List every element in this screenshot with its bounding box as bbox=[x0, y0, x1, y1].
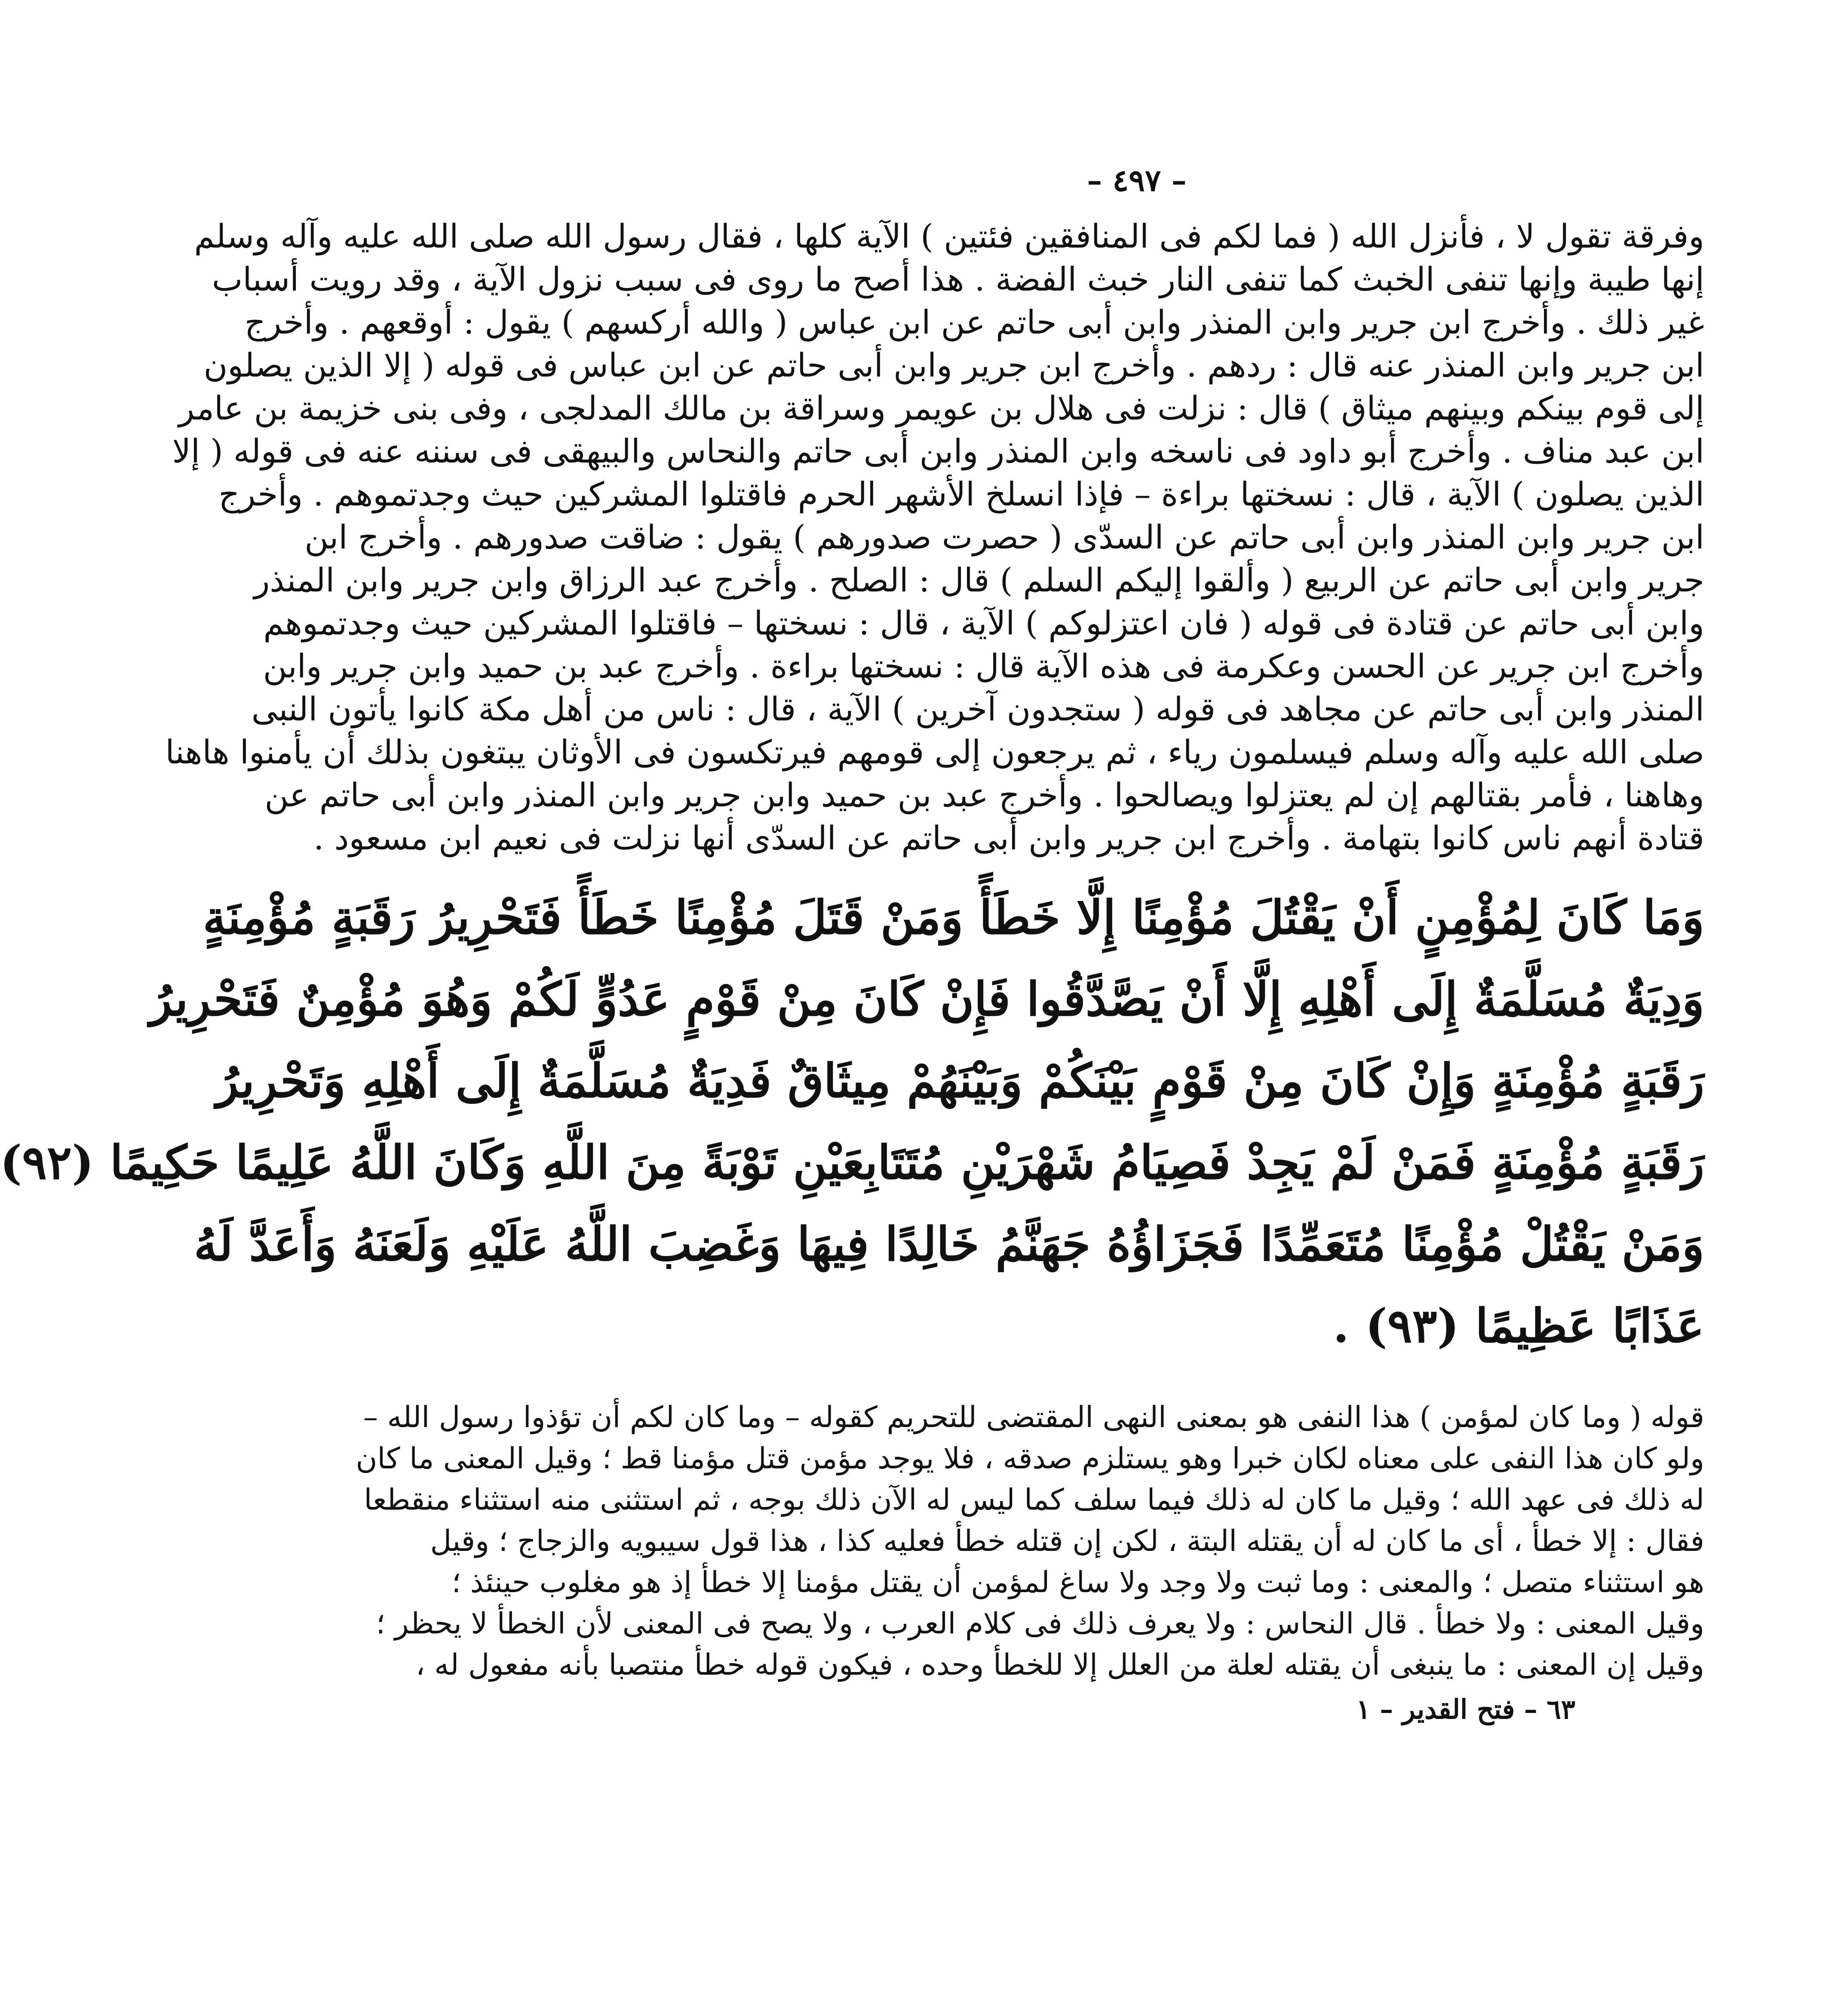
prose-line: وهاهنا ، فأمر بقتالهم إن لم يعتزلوا ويصالحوا . وأخرج عبد بن حميد وابن جرير وابن المنذر وابن أبى حاتم عن bbox=[264, 776, 1704, 814]
commentary-line: وقيل المعنى : ولا خطأ . قال النحاس : ولا يعرف ذلك فى كلام العرب ، ولا يصح فى المعنى لأن الخطأ لا يحظر ؛ bbox=[376, 1607, 1704, 1641]
tafsir-commentary-block bbox=[356, 1397, 1704, 1686]
page-footer-signature: ٦٣ – فتح القدير – ١ bbox=[1356, 1694, 1575, 1725]
book-page bbox=[0, 155, 1704, 1729]
hadith-prose-block bbox=[165, 215, 1704, 860]
prose-line: جرير وابن أبى حاتم عن الربيع ( وألقوا إليكم السلم ) قال : الصلح . وأخرج عبد الرزاق وابن جرير وابن المنذر bbox=[254, 561, 1704, 599]
prose-line: صلى الله عليه وآله وسلم فيسلمون رياء ، ثم يرجعون إلى قومهم فيرتكسون فى الأوثان يبتغون بذلك أن يأمنوا هاهنا bbox=[165, 733, 1704, 771]
prose-line: وابن أبى حاتم عن قتادة فى قوله ( فان اعتزلوكم ) الآية ، قال : نسختها – فاقتلوا المشركين حيث وجدتموهم bbox=[263, 604, 1704, 642]
prose-line: إلى قوم بينكم وبينهم ميثاق ) قال : نزلت فى هلال بن عويمر وسراقة بن مالك المدلجى ، وفى بنى خزيمة بن عامر bbox=[178, 389, 1704, 427]
commentary-line: هو استثناء متصل ؛ والمعنى : وما ثبت ولا وجد ولا ساغ لمؤمن أن يقتل مؤمنا إلا خطأ إذ هو مغلوب حينئذ ؛ bbox=[451, 1566, 1704, 1599]
verse-line: عَذَابًا عَظِيمًا (٩٣) . bbox=[1333, 1299, 1704, 1353]
commentary-line: قوله ( وما كان لمؤمن ) هذا النفى هو بمعنى النهى المقتضى للتحريم كقوله – وما كان لكم أن تؤذوا رسول الله – bbox=[363, 1400, 1704, 1434]
commentary-line: له ذلك فى عهد الله ؛ وقيل ما كان له ذلك فيما سلف كما ليس له الآن ذلك بوجه ، ثم استثنى منه استثناء منقطعا bbox=[364, 1483, 1704, 1517]
commentary-line: وقيل إن المعنى : ما ينبغى أن يقتله لعلة من العلل إلا للخطأ وحده ، فيكون قوله خطأ منتصبا بأنه مفعول له ، bbox=[415, 1648, 1704, 1682]
prose-line: الذين يصلون ) الآية ، قال : نسختها براءة – فإذا انسلخ الأشهر الحرم فاقتلوا المشركين حيث وجدتموهم . وأخرج bbox=[218, 475, 1704, 513]
prose-line: غير ذلك . وأخرج ابن جرير وابن المنذر وابن أبى حاتم عن ابن عباس ( والله أركسهم ) يقول : أوقعهم . وأخرج bbox=[244, 303, 1704, 341]
verse-line: وَمَنْ يَقْتُلْ مُؤْمِنًا مُتَعَمِّدًا فَجَزَاؤُهُ جَهَنَّمُ خَالِدًا فِيهَا وَغَضِبَ اللَّهُ عَلَيْهِ وَلَعَنَهُ وَأَعَدَّ لَهُ bbox=[194, 1217, 1704, 1271]
commentary-line: ولو كان هذا النفى على معناه لكان خبرا وهو يستلزم صدقه ، فلا يوجد مؤمن قتل مؤمنا قط ؛ وقيل المعنى ما كان bbox=[356, 1442, 1704, 1476]
quran-verse-block bbox=[0, 877, 1704, 1367]
prose-line: ابن عبد مناف . وأخرج أبو داود فى ناسخه وابن المنذر وابن أبى حاتم والنحاس والبيهقى فى سننه عنه فى قوله ( إلا bbox=[172, 432, 1704, 470]
commentary-line: فقال : إلا خطأ ، أى ما كان له أن يقتله البتة ، لكن إن قتله خطأ فعليه كذا ، هذا قول سيبويه والزجاج ؛ وقيل bbox=[430, 1524, 1704, 1558]
page-number: – ٤٩٧ – bbox=[1087, 162, 1187, 198]
verse-line: رَقَبَةٍ مُؤْمِنَةٍ فَمَنْ لَمْ يَجِدْ فَصِيَامُ شَهْرَيْنِ مُتَتَابِعَيْنِ تَوْبَةً مِنَ اللَّهِ وَكَانَ اللَّهُ عَلِيمًا حَكِيمًا (٩٢) bbox=[0, 1136, 1704, 1190]
prose-line: قتادة أنهم ناس كانوا بتهامة . وأخرج ابن جرير وابن أبى حاتم عن السدّى أنها نزلت فى نعيم ابن مسعود . bbox=[313, 819, 1704, 857]
prose-line: ابن جرير وابن المنذر وابن أبى حاتم عن السدّى ( حصرت صدورهم ) يقول : ضاقت صدورهم . وأخرج ابن bbox=[304, 518, 1704, 556]
prose-line: ابن جرير وابن المنذر عنه قال : ردهم . وأخرج ابن جرير وابن أبى حاتم عن ابن عباس فى قوله ( إلا الذين يصلون bbox=[203, 346, 1704, 384]
verse-line: رَقَبَةٍ مُؤْمِنَةٍ وَإِنْ كَانَ مِنْ قَوْمٍ بَيْنَكُمْ وَبَيْنَهُمْ مِيثَاقٌ فَدِيَةٌ مُسَلَّمَةٌ إِلَى أَهْلِهِ وَتَحْرِيرُ bbox=[216, 1054, 1704, 1108]
verse-line: وَمَا كَانَ لِمُؤْمِنٍ أَنْ يَقْتُلَ مُؤْمِنًا إِلَّا خَطَأً وَمَنْ قَتَلَ مُؤْمِنًا خَطَأً فَتَحْرِيرُ رَقَبَةٍ مُؤْمِنَةٍ bbox=[203, 891, 1704, 945]
prose-line: المنذر وابن أبى حاتم عن مجاهد فى قوله ( ستجدون آخرين ) الآية ، قال : ناس من أهل مكة كانوا يأتون النبى bbox=[251, 690, 1704, 728]
prose-line: إنها طيبة وإنها تنفى الخبث كما تنفى النار خبث الفضة . هذا أصح ما روى فى سبب نزول الآية ، وقد رويت أسباب bbox=[212, 260, 1704, 298]
prose-line: وأخرج ابن جرير عن الحسن وعكرمة فى هذه الآية قال : نسختها براءة . وأخرج عبد بن حميد وابن جرير وابن bbox=[263, 647, 1704, 685]
verse-line: وَدِيَةٌ مُسَلَّمَةٌ إِلَى أَهْلِهِ إِلَّا أَنْ يَصَّدَّقُوا فَإِنْ كَانَ مِنْ قَوْمٍ عَدُوٍّ لَكُمْ وَهُوَ مُؤْمِنٌ فَتَحْرِيرُ bbox=[149, 972, 1704, 1026]
prose-line: وفرقة تقول لا ، فأنزل الله ( فما لكم فى المنافقين فئتين ) الآية كلها ، فقال رسول الله صلى الله عليه وآله وسلم bbox=[194, 217, 1704, 255]
